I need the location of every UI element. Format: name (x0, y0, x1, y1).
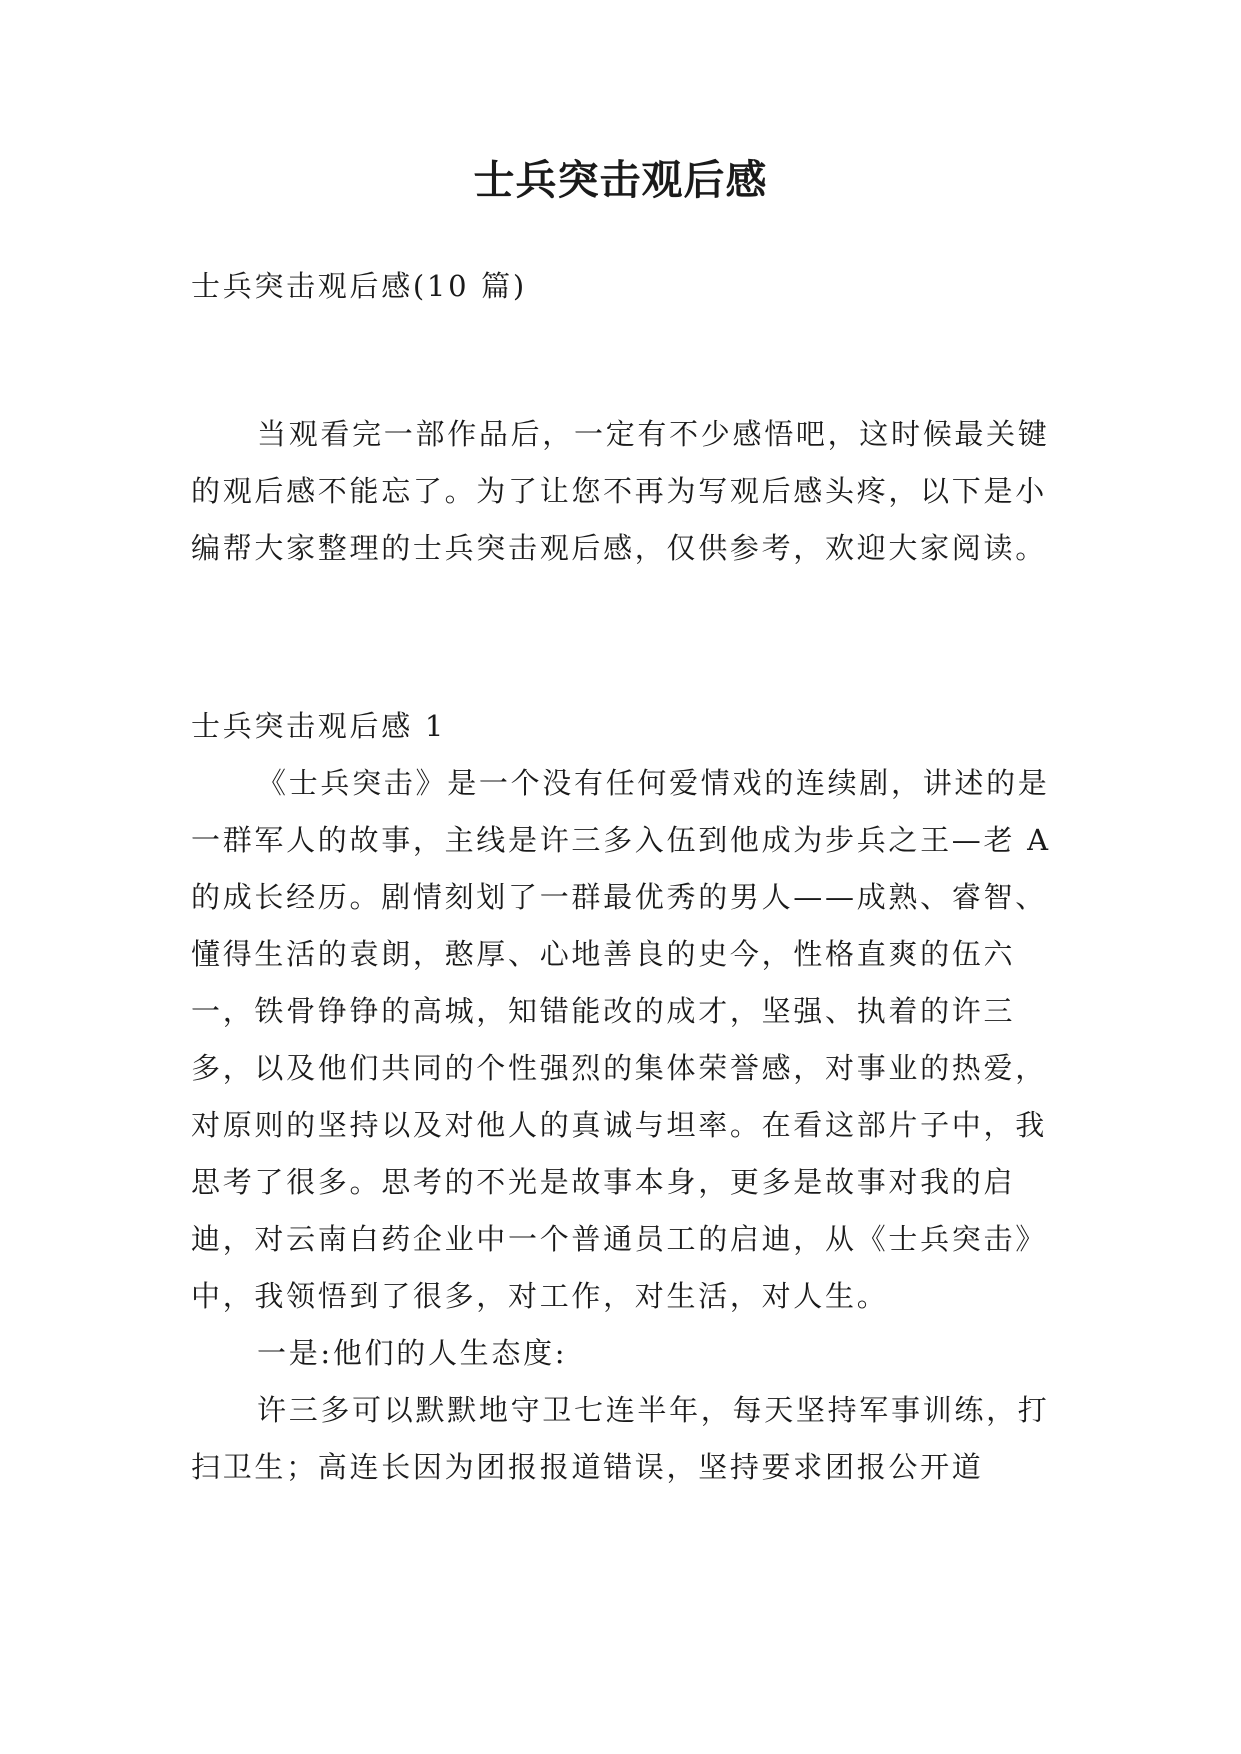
document-subtitle: 士兵突击观后感(10 篇) (191, 269, 527, 303)
intro-section (191, 406, 1061, 577)
body-paragraph: 《士兵突击》是一个没有任何爱情戏的连续剧，讲述的是一群军人的故事，主线是许三多入伍到他成为步兵之王—老 A 的成长经历。剧情刻划了一群最优秀的男人——成熟、睿智、懂得生活的袁朗，憨厚、心地善良的史今，性格直爽的伍六一，铁骨铮铮的高城，知错能改的成才，坚强、执着的许三多，以及他们共同的个性强烈的集体荣誉感，对事业的热爱，对原则的坚持以及对他人的真诚与坦率。在看这部片子中，我思考了很多。思考的不光是故事本身，更多是故事对我的启迪，对云南白药企业中一个普通员工的启迪，从《士兵突击》中，我领悟到了很多，对工作，对生活，对人生。 (191, 766, 1051, 1313)
document-title: 士兵突击观后感 (473, 156, 768, 204)
intro-paragraph: 当观看完一部作品后，一定有不少感悟吧，这时候最关键的观后感不能忘了。为了让您不再为写观后感头疼，以下是小编帮大家整理的士兵突击观后感，仅供参考，欢迎大家阅读。 (191, 417, 1050, 565)
essay-section-1 (191, 698, 1061, 1496)
point-heading: 一是:他们的人生态度: (257, 1336, 568, 1370)
section-heading: 士兵突击观后感 1 (191, 709, 446, 743)
body-paragraph: 许三多可以默默地守卫七连半年，每天坚持军事训练，打扫卫生；高连长因为团报报道错误，坚持要求团报公开道 (191, 1393, 1050, 1484)
